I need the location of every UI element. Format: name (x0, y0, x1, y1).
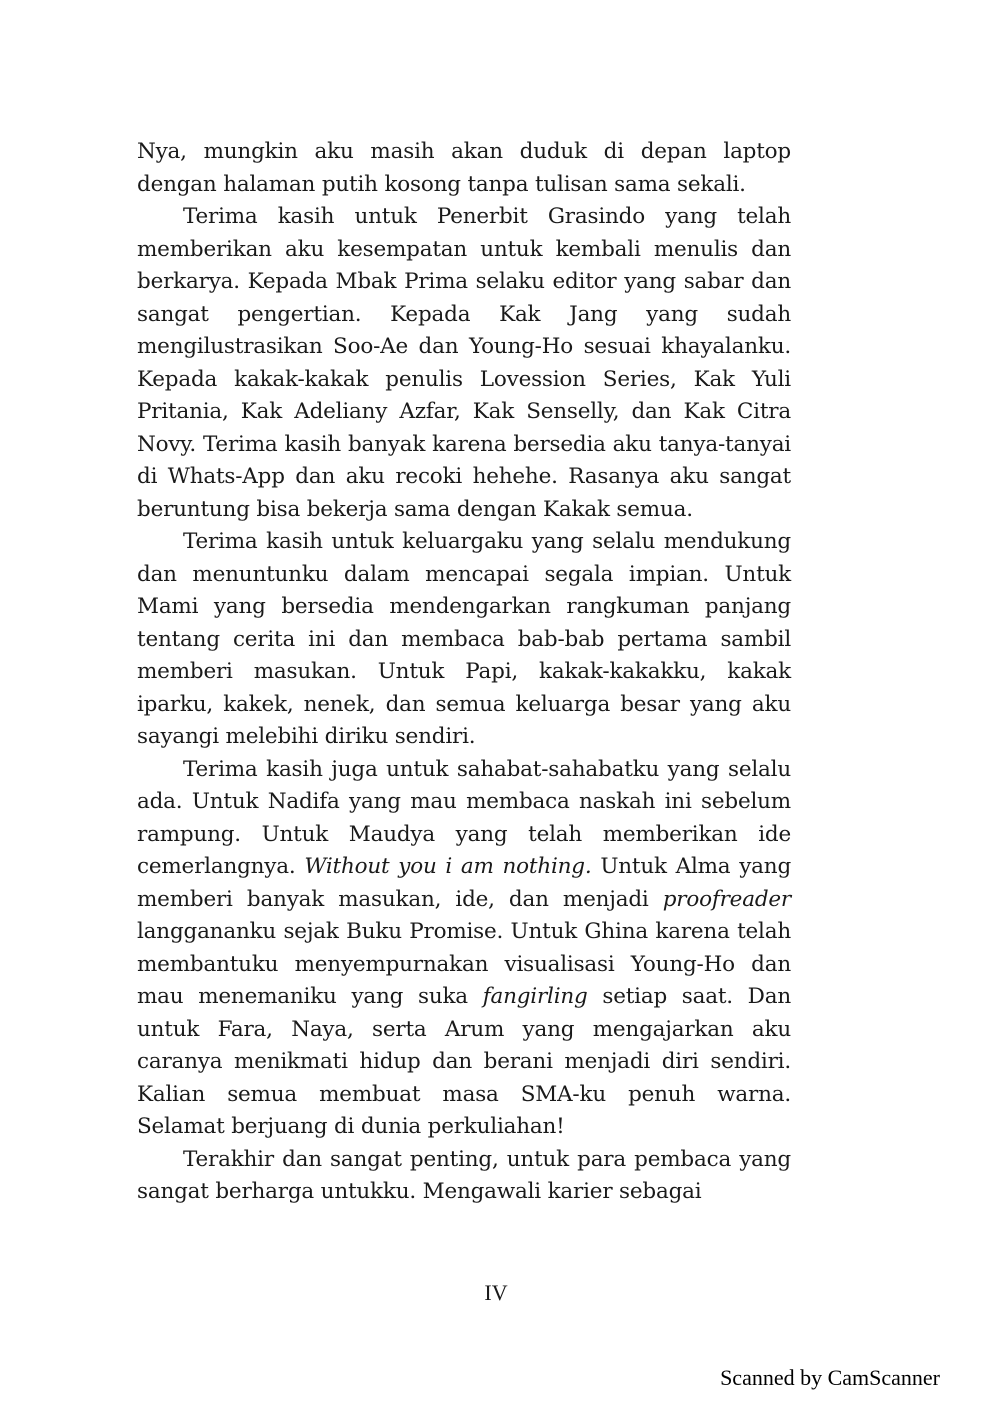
paragraph (137, 136, 791, 201)
italic-phrase: Without you i am nothing. (304, 854, 592, 879)
paragraph-text: Terima kasih untuk Penerbit Grasindo yang telah memberikan aku kesempatan untuk kembali menulis dan berkarya. Kepada Mbak Prima selaku editor yang sabar dan sangat pengertian. Kepada Kak Jang yang sudah mengilustrasikan Soo-Ae dan Young-Ho sesuai khayalanku. Kepada kakak-kakak penulis Lovession Series, Kak Yuli Pritania, Kak Adeliany Azfar, Kak Senselly, dan Kak Citra Novy. Terima kasih banyak karena bersedia aku tanya-tanyai di Whats-App dan aku recoki hehehe. Rasanya aku sangat beruntung bisa bekerja sama dengan Kakak semua. (137, 204, 791, 522)
paragraph-text: Terima kasih untuk keluargaku yang selalu mendukung dan menuntunku dalam mencapai segala impian. Untuk Mami yang bersedia mendengarkan rangkuman panjang tentang cerita ini dan membaca bab-bab pertama sambil memberi masukan. Untuk Papi, kakak-kakakku, kakak iparku, kakek, nenek, dan semua keluarga besar yang aku sayangi melebihi diriku sendiri. (137, 529, 791, 749)
paragraph (137, 1144, 791, 1209)
paragraph-text: langgananku sejak Buku Promise. Untuk Ghina karena telah membantuku menyempurnakan visualisasi Young-Ho dan mau menemaniku yang suka (137, 919, 791, 1009)
paragraph (137, 754, 791, 1144)
page-body-text (137, 136, 791, 1209)
paragraph-text: Nya, mungkin aku masih akan duduk di depan laptop dengan halaman putih kosong tanpa tulisan sama sekali. (137, 139, 791, 197)
paragraph-text: Terakhir dan sangat penting, untuk para pembaca yang sangat berharga untukku. Mengawali karier sebagai (137, 1146, 791, 1204)
italic-phrase: fangirling (482, 984, 588, 1009)
scanner-watermark: Scanned by CamScanner (720, 1365, 940, 1390)
paragraph-text: Untuk Alma yang memberi banyak masukan, ide, dan menjadi (137, 854, 792, 912)
paragraph-text: Terima kasih juga untuk sahabat-sahabatku yang selalu ada. Untuk Nadifa yang mau membaca naskah ini sebelum rampung. Untuk Maudya yang telah memberikan ide cemerlangnya. (137, 756, 791, 879)
paragraph (137, 201, 791, 526)
page-number: IV (484, 1280, 508, 1305)
paragraph (137, 526, 791, 754)
italic-phrase: proofreader (662, 886, 791, 912)
paragraph-text: setiap saat. Dan untuk Fara, Naya, serta Arum yang mengajarkan aku caranya menikmati hidup dan berani menjadi diri sendiri. Kalian semua membuat masa SMA-ku penuh warna. Selamat berjuang di dunia perkuliahan! (137, 984, 791, 1139)
